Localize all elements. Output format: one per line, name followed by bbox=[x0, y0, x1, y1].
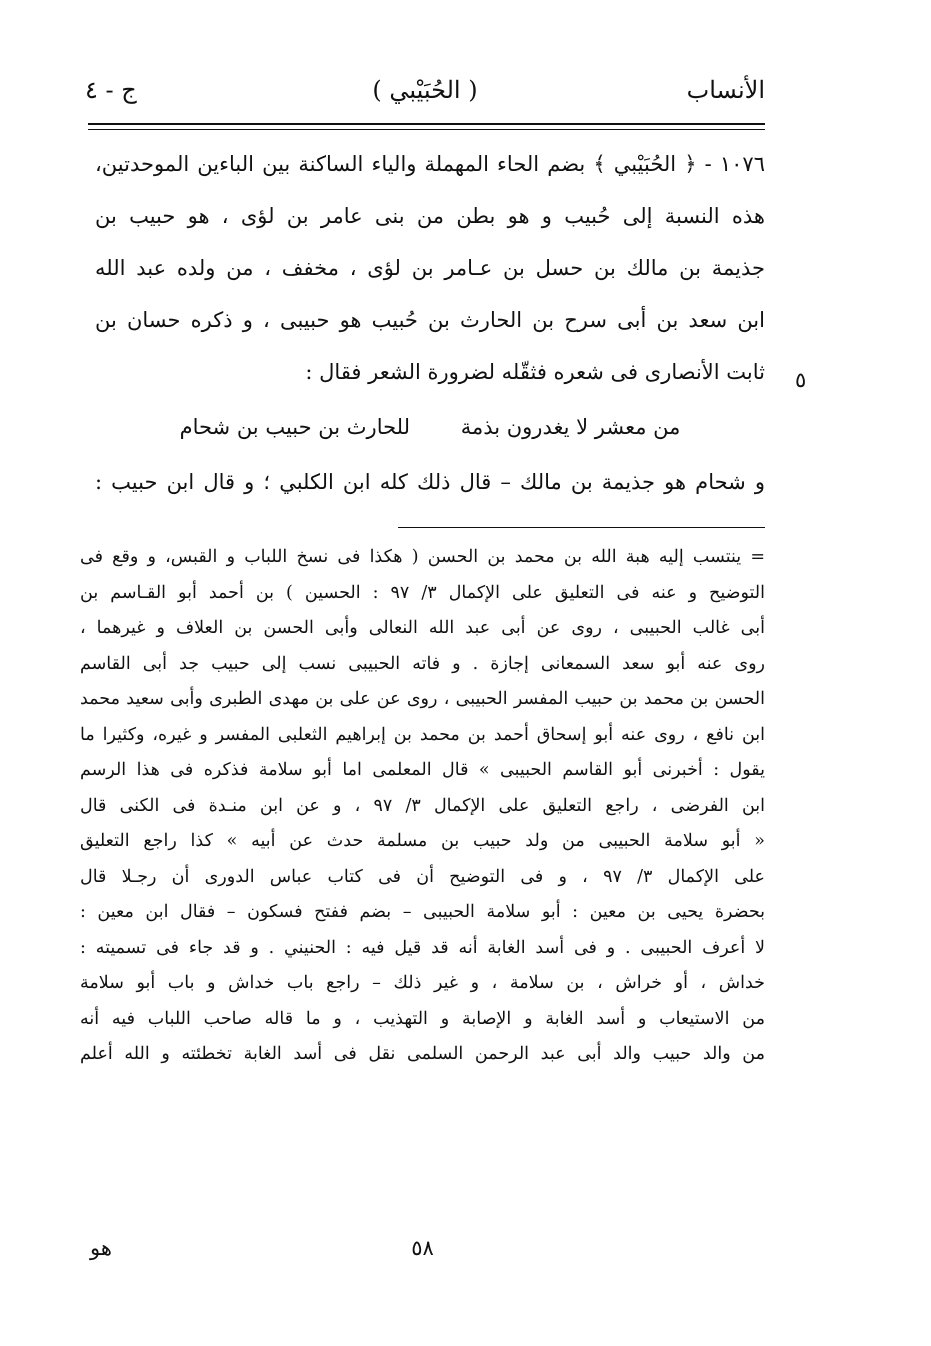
main-line: جذيمة بن مالك بن حسل بن عـامر بن لؤى ، مخفف ، من ولده عبد الله bbox=[95, 256, 765, 280]
verse-hemistich-first: من معشر لا يغدرون بذمة bbox=[460, 415, 681, 439]
main-line: ابن سعد بن أبى سرح بن الحارث بن حُبيب هو حبيبى ، و ذكره حسان بن bbox=[95, 308, 765, 332]
footnote-line: « أبو سلامة الحبيبى من ولد حبيب بن مسلمة حدث عن أبيه » كذا راجع التعليق bbox=[80, 831, 765, 851]
footnote-line: من والد حبيب والد أبى عبد الرحمن السلمى نقل فى أسد الغابة تخطئته و الله أعلم bbox=[80, 1044, 765, 1064]
verse-hemistich-second: للحارث بن حبيب بن شحام bbox=[179, 415, 410, 439]
header-volume: ج - ٤ bbox=[85, 76, 137, 104]
margin-line-number: ٥ bbox=[795, 368, 807, 392]
main-line: و شحام هو جذيمة بن مالك – قال ذلك كله ابن الكلبي ؛ و قال ابن حبيب : bbox=[95, 470, 765, 494]
main-line: هذه النسبة إلى حُبيب و هو بطن من بنى عامر بن لؤى ، هو حبيب بن bbox=[95, 204, 765, 228]
header-rule-thin bbox=[88, 129, 765, 130]
poem-verse bbox=[95, 398, 765, 456]
footnote-line: التوضيح و عنه فى التعليق على الإكمال ٣/ ٩٧ : الحسين ) بن أحمد أبو القـاسم بن bbox=[80, 582, 765, 603]
footnote-line: على الإكمال ٣/ ٩٧ ، و فى التوضيح أن فى كتاب عباس الدورى أن رجـلا قال bbox=[80, 866, 765, 887]
footnote-line: لا أعرف الحبيبى . و فى أسد الغابة أنه قد قيل فيه : الحنيني . و قد جاء فى تسميته : bbox=[80, 937, 765, 958]
footnote-line: ابن نافع ، روى عنه أبو إسحاق أحمد بن محمد بن إبراهيم الثعلبى المفسر و غيره، وكثيرا ما bbox=[80, 724, 765, 745]
page-number: ٥٨ bbox=[411, 1236, 434, 1260]
footnote-line: الحسن بن محمد بن حبيب المفسر الحبيبى ، روى عن على بن مهدى الطبرى وأبى سعيد محمد bbox=[80, 689, 765, 709]
main-line: ١٠٧٦ - ﴿ الحُبَيْبي ﴾ بضم الحاء المهملة والياء الساكنة بين الباءين الموحدتين، bbox=[95, 152, 765, 176]
page-footer bbox=[80, 1236, 765, 1268]
footnote-rule bbox=[398, 527, 765, 528]
footnote-line: = ينتسب إليه هبة الله بن محمد بن الحسن ( هكذا فى نسخ اللباب و القبس، و وقع فى bbox=[80, 547, 765, 567]
footnote-line: خداش ، أو خراش ، بن سلامة ، و غير ذلك – راجع باب خداش و باب أبو سلامة bbox=[80, 973, 765, 993]
footnote-line: من الاستيعاب و أسد الغابة و الإصابة و التهذيب ، و ما قاله صاحب اللباب فيه أنه bbox=[80, 1008, 765, 1029]
footnote-line: يقول : أخبرنى أبو القاسم الحبيبى » قال المعلمى اما أبو سلامة فذكره فى هذا الرسم bbox=[80, 760, 765, 780]
footnote-block bbox=[80, 540, 765, 1073]
footnote-line: روى عنه أبو سعد السمعانى إجازة . و فاته الحبيبى نسب إلى حبيب جد أبى القاسم bbox=[80, 653, 765, 674]
main-line: ثابت الأنصارى فى شعره فثقّله لضرورة الشعر فقال : bbox=[305, 360, 765, 384]
header-entry-title: ( الحُبَيْبي ) bbox=[372, 76, 478, 104]
catchword: هو bbox=[90, 1236, 112, 1260]
running-header bbox=[85, 76, 765, 116]
header-book-title: الأنساب bbox=[686, 76, 765, 104]
footnote-line: بحضرة يحيى بن معين : أبو سلامة الحبيبى – بضم ففتح فسكون – فقال ابن معين : bbox=[80, 902, 765, 922]
footnote-line: أبى غالب الحبيبى ، روى عن أبى عبد الله النعالى وأبى الحسن بن العلاف و غيرهما ، bbox=[80, 618, 765, 638]
footnote-line: ابن الفرضى ، راجع التعليق على الإكمال ٣/ ٩٧ ، و عن ابن منـدة فى الكنى قال bbox=[80, 795, 765, 816]
header-rule-thick bbox=[88, 123, 765, 125]
main-text bbox=[95, 138, 765, 508]
